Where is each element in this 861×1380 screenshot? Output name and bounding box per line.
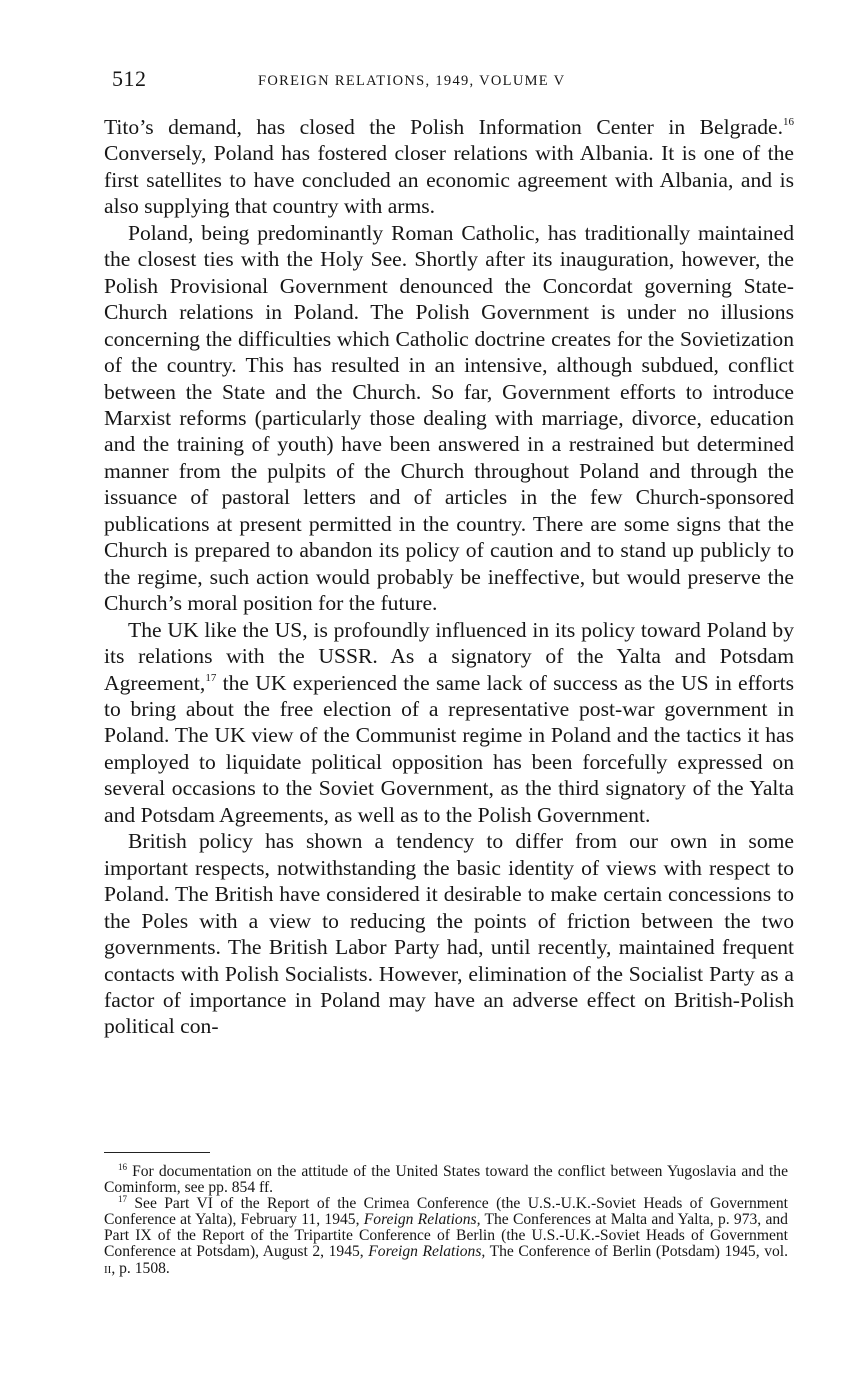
footnote-marker: 17 (118, 1194, 127, 1205)
footnote (104, 1196, 788, 1276)
page-number: 512 (112, 66, 147, 91)
text-run: Conversely, Poland has fostered closer relations with Albania. It is one of the first satellites to have concluded an economic agreement with Albania, and is also supplying that country with arms. (104, 141, 794, 219)
footnote-italic-title: Foreign Relations, (368, 1243, 486, 1261)
paragraph (104, 220, 794, 617)
footnote-text: The Conferences at Malta and Yalta, p. 973, and Part IX of the Report of the Tripartite Conference of Berlin (the U.S.-U.K.-Soviet Heads of Government Conference at Potsdam), August 2, 1945, (104, 1211, 788, 1261)
footnote-reference: 16 (783, 116, 794, 128)
paragraph (104, 617, 794, 829)
footnote-reference: 17 (205, 671, 217, 684)
footnote (104, 1164, 788, 1196)
footnote-italic-title: Foreign Relations, (363, 1211, 481, 1229)
page-header (112, 66, 802, 106)
text-run: Tito’s demand, has closed the Polish Information Center in Belgrade. (104, 115, 783, 139)
footnote-text: The Conference of Berlin (Potsdam) 1945, vol. (485, 1243, 789, 1261)
footnote-text: For documentation on the attitude of the United States toward the conflict between Yugoslavia and the Cominform, see pp. 854 ff. (104, 1163, 788, 1197)
text-run: British policy has shown a tendency to differ from our own in some important respects, notwithstanding the basic identity of views with respect to Poland. The British have considered it desirable to make certain concessions to the Poles with a view to reducing the points of friction between the two governments. The British Labor Party had, until recently, maintained frequent contacts with Polish Socialists. However, elimination of the Socialist Party as a factor of importance in Poland may have an adverse effect on British-Polish political con- (104, 829, 794, 1039)
volume-numeral: ii (104, 1259, 112, 1277)
paragraph (104, 828, 794, 1040)
body-text (104, 114, 794, 1040)
footnote-text: See Part VI of the Report of the Crimea Conference (the U.S.-U.K.-Soviet Heads of Government Conference at Yalta), February 11, 1945, (104, 1195, 788, 1229)
text-run: the UK experienced the same lack of success as the US in efforts to bring about the free election of a representative post-war government in Poland. The UK view of the Communist regime in Poland and the tactics it has employed to liquidate political opposition has been forcefully expressed on several occasions to the Soviet Government, as the third signatory of the Yalta and Potsdam Agreements, as well as to the Polish Government. (104, 670, 794, 827)
text-run: Poland, being predominantly Roman Catholic, has traditionally maintained the closest ties with the Holy See. Shortly after its inauguration, however, the Polish Provisional Government denounced the Concordat governing State-Church relations in Poland. The Polish Government is under no illusions concerning the difficulties which Catholic doctrine creates for the Sovietization of the country. This has resulted in an intensive, although subdued, conflict between the State and the Church. So far, Government efforts to introduce Marxist reforms (particularly those dealing with marriage, divorce, education and the training of youth) have been answered in a restrained but determined manner from the pulpits of the Church throughout Poland and through the issuance of pastoral letters and of articles in the few Church-sponsored publications at present permitted in the country. There are some signs that the Church is prepared to abandon its policy of caution and to stand up publicly to the regime, such action would probably be ineffective, but would preserve the Church’s moral position for the future. (104, 220, 794, 616)
text-run: The UK like the US, is profoundly influenced in its policy toward Poland by its relations with the USSR. As a signatory of the Yalta and Potsdam Agreement, (104, 617, 794, 695)
footnotes (104, 1164, 788, 1277)
footnote-marker: 16 (118, 1162, 127, 1172)
footnote-text: , p. 1508. (111, 1259, 170, 1277)
footnote-separator (104, 1152, 210, 1153)
running-title: FOREIGN RELATIONS, 1949, VOLUME V (258, 73, 566, 89)
paragraph (104, 114, 794, 220)
